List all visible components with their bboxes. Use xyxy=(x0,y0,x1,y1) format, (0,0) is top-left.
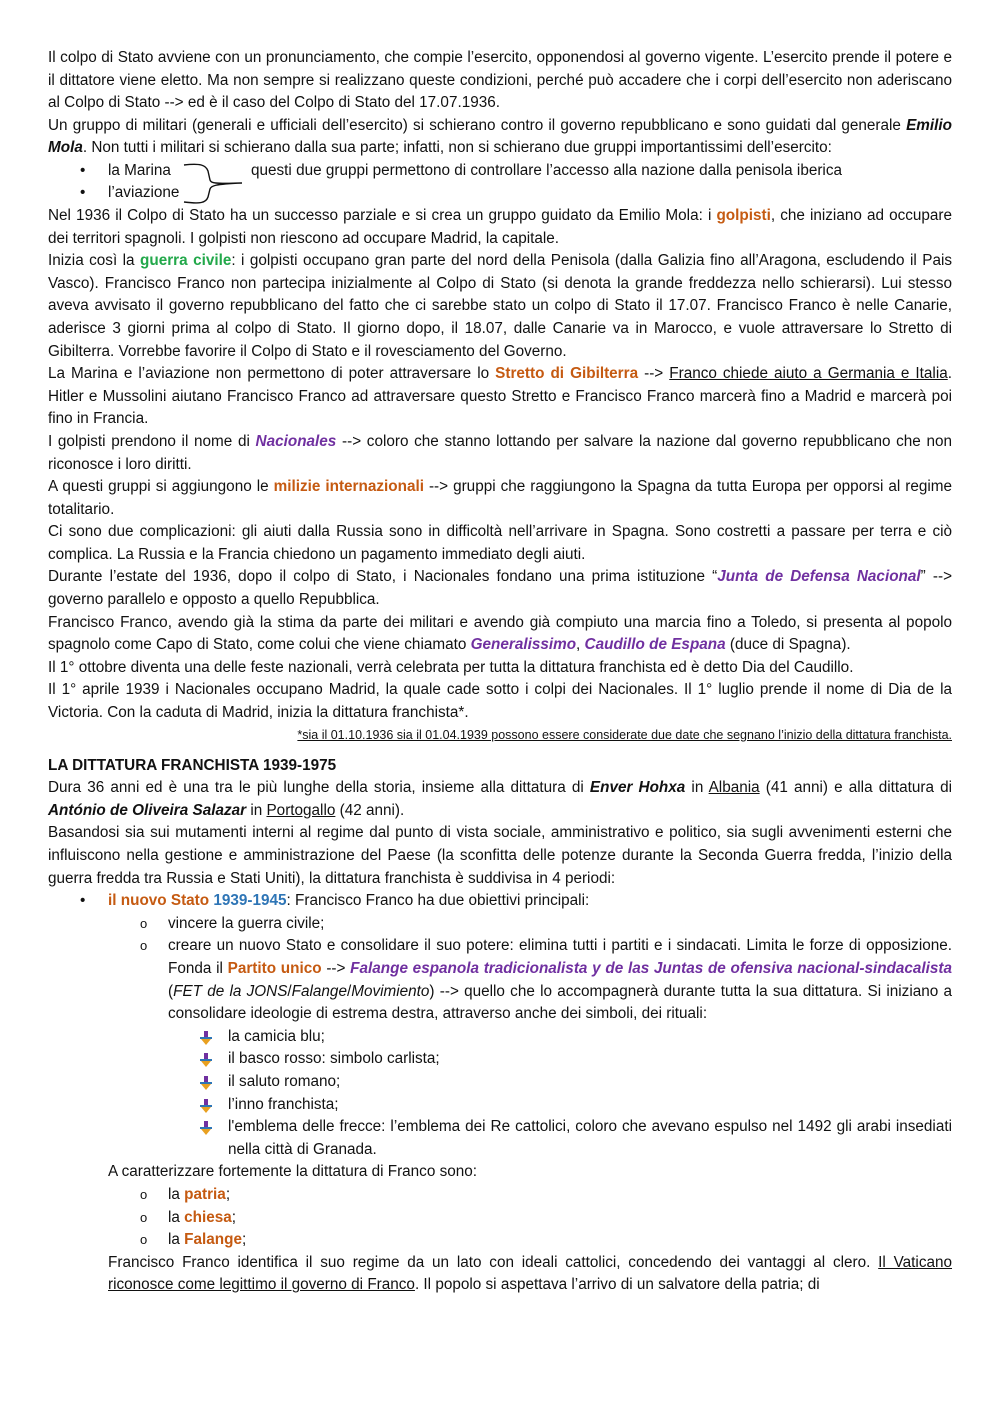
term-junta-de-defensa: Junta de Defensa Nacional xyxy=(717,568,921,586)
arrow-down-icon xyxy=(198,1120,214,1136)
arrow-down-icon xyxy=(198,1052,214,1068)
term-caudillo: Caudillo de Espana xyxy=(584,636,726,654)
list-item-objective: o creare un nuovo Stato e consolidare il suo potere: elimina tutti i partiti e i sindacati. Limita le forze di opposizione. Fonda il Partito unico --> Falange espanola tradicionalista y de las Juntas de ofensiva nacional-sindacalista (FET de la JONS/Falange/Movimiento) --> quello che lo accompagnerà durante tutta la sua dittatura. Si iniziano a consolidare ideologie di estrema destra, attraverso anche dei simboli, dei rituali: la camicia blu; il basco rosso: simbolo carlista; il saluto romano; l’inno franchista; l'emblema delle frecce: l’emblema dei Re cattolici, coloro che avevano espulso nel 1492 gli arabi insediati nella città di Granada. xyxy=(168,935,952,1161)
paragraph-milizie: A questi gruppi si aggiungono le milizie internazionali --> gruppi che raggiungono la Spagna da tutta Europa per opporsi al regime totalitario. xyxy=(48,478,952,518)
list-item-characteristic: o la patria; xyxy=(168,1184,952,1207)
term-chiesa: chiesa xyxy=(184,1208,232,1226)
curly-brace-icon xyxy=(182,162,246,204)
term-patria: patria xyxy=(184,1185,226,1203)
list-item-objective: o vincere la guerra civile; xyxy=(168,913,952,936)
underline-portogallo: Portogallo xyxy=(266,801,336,819)
term-guerra-civile: guerra civile xyxy=(140,252,232,270)
list-item-symbol: la camicia blu; xyxy=(228,1026,952,1049)
emph-emilio-mola: Emilio Mola xyxy=(48,116,952,157)
groups-list xyxy=(48,160,952,205)
term-partito-unico: Partito unico xyxy=(227,959,322,977)
characteristics-list xyxy=(48,1184,952,1252)
term-milizie-internazionali: milizie internazionali xyxy=(273,478,424,496)
list-item-symbol: l’inno franchista; xyxy=(228,1094,952,1117)
underline-albania: Albania xyxy=(708,779,760,797)
underline-vaticano: Il Vaticano riconosce come legittimo il governo di Franco xyxy=(108,1253,953,1294)
paragraph-caratterizzare: A caratterizzare fortemente la dittatura di Franco sono: xyxy=(108,1163,478,1181)
term-golpisti: golpisti xyxy=(716,206,771,224)
arrow-down-icon xyxy=(198,1030,214,1046)
term-period-years: 1939-1945 xyxy=(213,892,287,910)
list-item-characteristic: o la chiesa; xyxy=(168,1207,952,1230)
term-falange: Falange xyxy=(184,1231,242,1249)
list-item-symbol: il saluto romano; xyxy=(228,1071,952,1094)
paragraph-ottobre: Il 1° ottobre diventa una delle feste nazionali, verrà celebrata per tutta la dittatura franchista ed è detto Dia del Caudillo. xyxy=(48,658,854,676)
term-nuovo-stato: il nuovo Stato xyxy=(108,892,214,910)
paragraph-generalissimo: Francisco Franco, avendo già la stima da parte dei militari e avendo già compiuto una marcia fino a Toledo, si presenta al popolo spagnolo come Capo di Stato, come colui che viene chiamato Generalissimo, Caudillo de Espana (duce di Spagna). xyxy=(48,613,952,654)
list-item-marina: la Marina xyxy=(108,161,171,179)
paragraph-vaticano: Francisco Franco identifica il suo regime da un lato con ideali cattolici, concedendo dei vantaggi al clero. Il Vaticano riconosce come legittimo il governo di Franco. Il popolo si aspettava l’arrivo di un salvatore della patria; di xyxy=(108,1253,953,1294)
paragraph-durata: Dura 36 anni ed è una tra le più lunghe della storia, insieme alla dittatura di Enver Hohxa in Albania (41 anni) e alla dittatura di António de Oliveira Salazar in Portogallo (42 anni). xyxy=(48,779,953,819)
list-item-symbol: l'emblema delle frecce: l’emblema dei Re cattolici, coloro che avevano espulso nel 1492 gli arabi insediati nella città di Granada. xyxy=(228,1116,952,1161)
periods-list xyxy=(48,890,952,1161)
paragraph-aprile: Il 1° aprile 1939 i Nacionales occupano Madrid, la quale cade sotto i colpi dei Nacionales. Il 1° luglio prende il nome di Dia de la Victoria. Con la caduta di Madrid, inizia la dittatura franchista*. xyxy=(48,681,952,722)
document-page xyxy=(48,47,952,1297)
bullet: • xyxy=(80,161,86,179)
list-item-characteristic: o la Falange; xyxy=(168,1229,952,1252)
objectives-list xyxy=(108,913,952,1162)
paragraph-junta: Durante l’estate del 1936, dopo il colpo di Stato, i Nacionales fondano una prima istituzione “Junta de Defensa Nacional” --> governo parallelo e opposto a quello Repubblica. xyxy=(48,568,953,609)
paragraph-gibilterra: La Marina e l’aviazione non permettono di poter attraversare lo Stretto di Gibilterra --> Franco chiede aiuto a Germania e Italia. Hitler e Mussolini aiutano Francisco Franco ad attraversare questo Stretto e Francisco Franco marcerà fino a Madrid e marcerà poi fino in Francia. xyxy=(48,365,952,428)
paragraph-colpo-di-stato: Il colpo di Stato avviene con un pronunciamento, che compie l’esercito, opponendosi al governo vigente. L’esercito prende il potere e il dittatore viene eletto. Ma non sempre si realizzano queste condizioni, perché può accadere che i corpi dell’esercito non aderiscano al Colpo di Stato --> ed è il caso del Colpo di Stato del 17.07.1936. xyxy=(48,49,952,112)
underline-franco-aiuto: Franco chiede aiuto a Germania e Italia xyxy=(669,365,948,383)
footnote: *sia il 01.10.1936 sia il 01.04.1939 possono essere considerate due date che segnano l’inizio della dittatura franchista. xyxy=(297,727,952,742)
arrow-down-icon xyxy=(198,1075,214,1091)
term-falange-espanola: Falange espanola tradicionalista y de las Juntas de ofensiva nacional-sindacalista xyxy=(350,959,953,977)
term-stretto-di-gibilterra: Stretto di Gibilterra xyxy=(495,365,639,383)
section-heading: LA DITTATURA FRANCHISTA 1939-1975 xyxy=(48,756,337,774)
symbols-list xyxy=(168,1026,952,1162)
arrow-down-icon xyxy=(198,1098,214,1114)
list-item-aviazione: l’aviazione xyxy=(108,183,180,201)
list-item-symbol: il basco rosso: simbolo carlista; xyxy=(228,1048,952,1071)
term-generalissimo: Generalissimo xyxy=(470,636,577,654)
paragraph-golpisti: Nel 1936 il Colpo di Stato ha un successo parziale e si crea un gruppo guidato da Emilio Mola: i golpisti, che iniziano ad occupare dei territori spagnoli. I golpisti non riescono ad occupare Madrid, la capitale. xyxy=(48,206,952,247)
paragraph-periodi: Basandosi sia sui mutamenti interni al regime dal punto di vista sociale, amministrativo e politico, sia sugli avvenimenti esterni che influiscono nella gestione e amministrazione del Paese (la sconfitta delle potenze durante la Seconda Guerra fredda, l’inizio della guerra fredda tra Russia e Stati Uniti), la dittatura franchista è suddivisa in 4 periodi: xyxy=(48,824,952,887)
term-nacionales: Nacionales xyxy=(255,432,337,450)
bullet: • xyxy=(80,183,86,201)
emph-salazar: António de Oliveira Salazar xyxy=(48,801,247,819)
paragraph-militari: Un gruppo di militari (generali e ufficiali dell’esercito) si schierano contro il governo repubblicano e sono guidati dal generale Emilio Mola. Non tutti i militari si schierano dalla sua parte; infatti, non si schierano due gruppi importantissimi dell’esercito: xyxy=(48,116,952,157)
paragraph-guerra-civile: Inizia così la guerra civile: i golpisti occupano gran parte del nord della Penisola (dalla Galizia fino all’Aragona, escludendo il Pais Vasco). Francisco Franco non partecipa inizialmente al Colpo di Stato (si denota la grande freddezza nello schierarsi). Lui stesso aveva avvisato il governo repubblicano del fatto che ci sarebbe stato un colpo di Stato il 17.07. Francisco Franco è nelle Canarie, aderisce 3 giorni prima al colpo di Stato. Il giorno dopo, il 18.07, dalle Canarie va in Marocco, e vuole attraversare lo Stretto di Gibilterra. Vorrebbe favorire il Colpo di Stato e il rovesciamento del Governo. xyxy=(48,252,952,360)
paragraph-complicazioni: Ci sono due complicazioni: gli aiuti dalla Russia sono in difficoltà nell’arrivare in Spagna. Sono costretti a passare per terra e ciò complica. La Russia e la Francia chiedono un pagamento immediato degli aiuti. xyxy=(48,523,952,563)
list-item-period: • il nuovo Stato 1939-1945: Francisco Franco ha due obiettivi principali: o vincere la guerra civile; o creare un nuovo Stato e consolidare il suo potere: elimina tutti i partiti e i sindacati. Limita le forze di opposizione. Fonda il Partito unico --> Falange espanola tradicionalista y de las Juntas de ofensiva nacional-sindacalista (FET de la JONS/Falange/Movimiento) --> quello che lo accompagnerà durante tutta la sua dittatura. Si iniziano a consolidare ideologie di estrema destra, attraverso anche dei simboli, dei rituali: la camicia blu; il basco rosso: simbolo carlista; il saluto romano; l’inno franchista; l'emblema delle frecce: l’emblema dei Re cattolici, coloro che avevano espulso nel 1492 gli arabi insediati nella città di Granada. xyxy=(108,890,952,1161)
paragraph-nacionales: I golpisti prendono il nome di Nacionales --> coloro che stanno lottando per salvare la nazione dal governo repubblicano che non riconosce i loro diritti. xyxy=(48,432,952,473)
emph-enver-hohxa: Enver Hohxa xyxy=(589,779,686,797)
groups-note: questi due gruppi permettono di controllare l’accesso alla nazione dalla penisola iberica xyxy=(251,161,842,179)
